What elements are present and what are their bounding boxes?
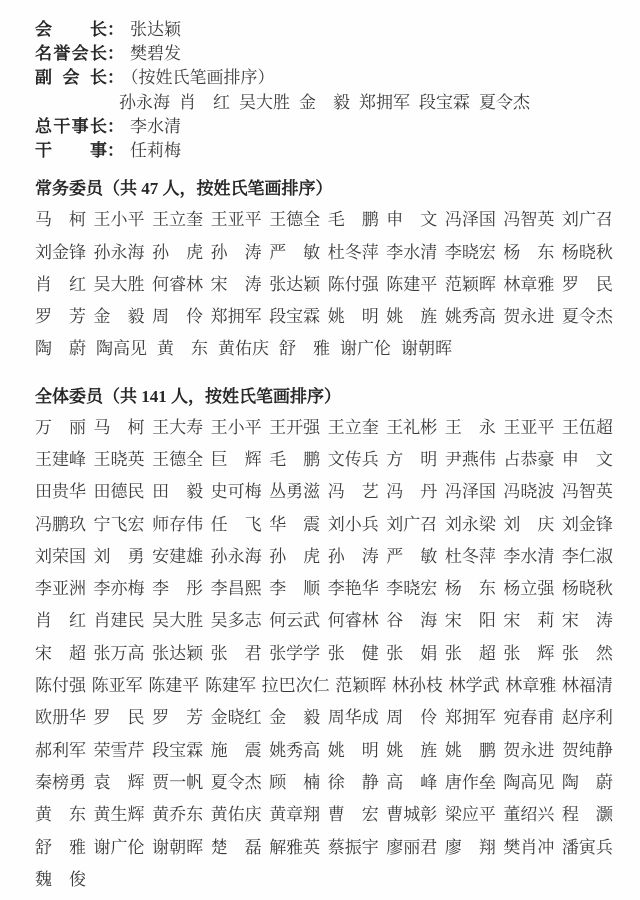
role-label: 名誉会长 bbox=[35, 44, 107, 64]
member-name: 董绍兴 bbox=[503, 805, 555, 825]
member-name: 李水清 bbox=[386, 242, 438, 262]
member-name: 冯智英 bbox=[503, 210, 555, 230]
member-name: 张达颖 bbox=[152, 643, 204, 663]
member-name: 李亦梅 bbox=[93, 579, 145, 599]
member-name: 周 伶 bbox=[152, 307, 204, 327]
member-name: 刘广召 bbox=[386, 514, 438, 534]
member-row bbox=[35, 702, 613, 734]
member-name: 吴大胜 bbox=[239, 92, 290, 112]
role-label: 总干事长 bbox=[35, 116, 107, 136]
member-name: 何睿林 bbox=[152, 274, 204, 294]
member-name: 贺纯静 bbox=[561, 740, 613, 760]
role-line-secretary bbox=[35, 139, 613, 163]
member-name: 陈付强 bbox=[327, 274, 379, 294]
member-name: 王大寿 bbox=[152, 417, 204, 437]
member-name: 文传兵 bbox=[327, 450, 379, 469]
member-name: 金 毅 bbox=[269, 708, 321, 728]
member-name: 孙 虎 bbox=[269, 546, 321, 566]
member-name: 冯 艺 bbox=[327, 482, 379, 502]
member-name: 姚 明 bbox=[327, 740, 379, 760]
member-name: 金 毅 bbox=[93, 307, 145, 327]
member-name: 程 灏 bbox=[561, 805, 613, 825]
member-name: 申 文 bbox=[386, 210, 438, 230]
member-name: 何云武 bbox=[269, 611, 321, 631]
role-colon: ： bbox=[107, 116, 124, 136]
member-name: 陶 蔚 bbox=[35, 339, 86, 359]
member-name: 施 震 bbox=[210, 740, 262, 760]
member-name: 刘广召 bbox=[561, 210, 613, 230]
member-name: 赵序利 bbox=[561, 708, 613, 728]
member-name: 姚秀高 bbox=[444, 307, 496, 327]
member-name: 丛勇滋 bbox=[269, 482, 321, 502]
member-name: 李亚洲 bbox=[35, 579, 86, 599]
member-name: 张 然 bbox=[561, 643, 613, 663]
member-name: 周 伶 bbox=[386, 708, 438, 728]
member-row bbox=[35, 670, 613, 702]
member-row bbox=[35, 444, 613, 476]
member-name: 夏令杰 bbox=[561, 307, 613, 327]
member-name: 宋 超 bbox=[35, 643, 86, 663]
member-name: 金晓红 bbox=[210, 708, 262, 728]
member-name: 李水清 bbox=[503, 546, 555, 566]
member-name: 毛 鹏 bbox=[327, 210, 379, 230]
member-name: 黄 东 bbox=[157, 339, 208, 359]
member-name: 李 顺 bbox=[269, 579, 321, 599]
member-name: 唐作垒 bbox=[444, 772, 496, 792]
member-name: 夏令杰 bbox=[479, 92, 530, 112]
member-name: 魏 俊 bbox=[35, 869, 86, 889]
member-name: 谷 海 bbox=[386, 611, 438, 631]
member-row bbox=[35, 333, 613, 365]
member-name: 刘金锋 bbox=[35, 242, 86, 262]
member-name: 占恭豪 bbox=[503, 450, 555, 469]
member-name: 罗 民 bbox=[561, 274, 613, 294]
member-name: 冯泽国 bbox=[444, 482, 496, 502]
member-name: 方 明 bbox=[386, 450, 438, 469]
member-name: 张 健 bbox=[327, 643, 379, 663]
role-colon: ： bbox=[107, 20, 124, 39]
member-name: 谢广伦 bbox=[340, 339, 391, 359]
member-name: 樊肖冲 bbox=[503, 837, 555, 857]
member-name: 孙 虎 bbox=[152, 242, 204, 262]
member-name: 张 超 bbox=[444, 643, 496, 663]
role-line-honorary-president bbox=[35, 42, 613, 66]
member-name: 毛 鹏 bbox=[269, 450, 321, 469]
member-name: 梁应平 bbox=[444, 805, 496, 825]
member-row bbox=[35, 864, 613, 896]
member-name: 王德全 bbox=[152, 450, 204, 469]
member-name: 马 柯 bbox=[93, 417, 145, 437]
member-name: 高 峰 bbox=[386, 772, 438, 792]
member-name: 谢广伦 bbox=[93, 837, 145, 857]
member-name: 肖 红 bbox=[35, 611, 86, 631]
member-name: 张万高 bbox=[93, 643, 145, 663]
member-name: 秦榜勇 bbox=[35, 772, 86, 792]
member-name: 巨 辉 bbox=[210, 450, 262, 469]
member-name: 姚 鹏 bbox=[444, 740, 496, 760]
role-colon: ： bbox=[107, 44, 124, 64]
role-value: 李水清 bbox=[130, 116, 181, 136]
member-name: 姚 旌 bbox=[386, 740, 438, 760]
member-name: 严 敏 bbox=[269, 242, 321, 262]
member-name: 陈建军 bbox=[204, 676, 256, 696]
member-name: 田德民 bbox=[93, 482, 145, 502]
member-row bbox=[35, 767, 613, 799]
role-label: 干事 bbox=[35, 141, 107, 161]
member-name: 冯智英 bbox=[561, 482, 613, 502]
member-name: 宋 阳 bbox=[444, 611, 496, 631]
member-name: 荣雪芹 bbox=[93, 740, 145, 760]
member-name: 宛春甫 bbox=[503, 708, 555, 728]
member-name: 张学学 bbox=[269, 643, 321, 663]
member-name: 冯晓波 bbox=[503, 482, 555, 502]
member-name: 孙 涛 bbox=[327, 546, 379, 566]
member-name: 刘 庆 bbox=[503, 514, 555, 534]
member-name: 杨晓秋 bbox=[561, 579, 613, 599]
member-name: 陶高见 bbox=[503, 772, 555, 792]
member-name: 林福清 bbox=[561, 676, 613, 696]
member-name: 孙永海 bbox=[119, 92, 170, 112]
role-label: 会长 bbox=[35, 20, 107, 39]
member-name: 张 君 bbox=[210, 643, 262, 663]
member-name: 郑拥军 bbox=[359, 92, 410, 112]
member-name: 王 永 bbox=[444, 417, 496, 437]
member-row bbox=[35, 301, 613, 333]
full-committee-title: 全体委员（共 141 人，按姓氏笔画排序） bbox=[35, 386, 341, 406]
member-name: 黄佑庆 bbox=[210, 805, 262, 825]
member-name: 尹燕伟 bbox=[444, 450, 496, 469]
member-name: 李仁淑 bbox=[561, 546, 613, 566]
member-name: 郑拥军 bbox=[444, 708, 496, 728]
member-name: 王开强 bbox=[269, 417, 321, 437]
member-row bbox=[35, 832, 613, 864]
member-name: 张 娟 bbox=[386, 643, 438, 663]
member-name: 黄章翔 bbox=[269, 805, 321, 825]
member-name: 谢朝晖 bbox=[152, 837, 204, 857]
member-name: 姚 明 bbox=[327, 307, 379, 327]
member-name: 欧册华 bbox=[35, 708, 86, 728]
member-name: 吴大胜 bbox=[93, 274, 145, 294]
member-name: 李昌熙 bbox=[210, 579, 262, 599]
member-row bbox=[35, 605, 613, 637]
member-name: 陶 蔚 bbox=[561, 772, 613, 792]
member-name: 王晓英 bbox=[93, 450, 145, 469]
member-name: 王小平 bbox=[210, 417, 262, 437]
member-name: 李晓宏 bbox=[444, 242, 496, 262]
member-name: 贺永进 bbox=[503, 740, 555, 760]
member-name: 金 毅 bbox=[299, 92, 350, 112]
member-name: 史可梅 bbox=[210, 482, 262, 502]
member-name: 林章雅 bbox=[503, 274, 555, 294]
standing-committee-list bbox=[35, 204, 613, 365]
member-name: 吴多志 bbox=[210, 611, 262, 631]
member-name: 杜冬萍 bbox=[444, 546, 496, 566]
member-name: 曹 宏 bbox=[327, 805, 379, 825]
member-name: 罗 芳 bbox=[152, 708, 204, 728]
member-name: 刘小兵 bbox=[327, 514, 379, 534]
member-name: 曹城彰 bbox=[386, 805, 438, 825]
member-name: 陈亚军 bbox=[91, 676, 143, 696]
role-line-vice-president bbox=[35, 66, 613, 90]
member-name: 杨 东 bbox=[444, 579, 496, 599]
member-name: 解雅英 bbox=[269, 837, 321, 857]
vice-president-names bbox=[35, 91, 613, 115]
member-name: 黄乔东 bbox=[152, 805, 204, 825]
member-name: 王亚平 bbox=[503, 417, 555, 437]
role-value: 樊碧发 bbox=[130, 44, 181, 64]
member-name: 楚 磊 bbox=[210, 837, 262, 857]
member-name: 马 柯 bbox=[35, 210, 86, 230]
member-name: 陶高见 bbox=[96, 339, 147, 359]
member-row bbox=[35, 735, 613, 767]
member-name: 黄佑庆 bbox=[218, 339, 269, 359]
member-name: 黄 东 bbox=[35, 805, 86, 825]
role-line-president bbox=[35, 18, 613, 42]
member-name: 周华成 bbox=[327, 708, 379, 728]
member-row bbox=[35, 541, 613, 573]
member-name: 徐 静 bbox=[327, 772, 379, 792]
member-name: 杜冬萍 bbox=[327, 242, 379, 262]
member-name: 师存伟 bbox=[152, 514, 204, 534]
member-name: 王建峰 bbox=[35, 450, 86, 469]
member-name: 申 文 bbox=[561, 450, 613, 469]
member-name: 段宝霖 bbox=[419, 92, 470, 112]
member-name: 舒 雅 bbox=[279, 339, 330, 359]
member-row bbox=[35, 269, 613, 301]
member-name: 冯泽国 bbox=[444, 210, 496, 230]
member-name: 冯鹏玖 bbox=[35, 514, 86, 534]
member-name: 段宝霖 bbox=[269, 307, 321, 327]
member-name: 宋 涛 bbox=[561, 611, 613, 631]
member-name: 姚秀高 bbox=[269, 740, 321, 760]
member-row bbox=[35, 237, 613, 269]
role-label: 副会长 bbox=[35, 68, 107, 88]
member-name: 严 敏 bbox=[386, 546, 438, 566]
member-name: 郝利军 bbox=[35, 740, 86, 760]
member-name: 袁 辉 bbox=[93, 772, 145, 792]
member-name: 王立奎 bbox=[327, 417, 379, 437]
member-row bbox=[35, 412, 613, 444]
member-name: 罗 芳 bbox=[35, 307, 86, 327]
member-name: 孙永海 bbox=[210, 546, 262, 566]
member-name: 顾 楠 bbox=[269, 772, 321, 792]
member-name: 刘荣国 bbox=[35, 546, 86, 566]
member-row bbox=[35, 638, 613, 670]
member-name: 田 毅 bbox=[152, 482, 204, 502]
member-name: 肖 红 bbox=[179, 92, 230, 112]
member-name: 谢朝晖 bbox=[401, 339, 452, 359]
member-name: 陈付强 bbox=[35, 676, 86, 696]
member-name: 王伍超 bbox=[561, 417, 613, 437]
member-name: 林章雅 bbox=[505, 676, 557, 696]
member-name: 杨晓秋 bbox=[561, 242, 613, 262]
member-name: 华 震 bbox=[269, 514, 321, 534]
leadership-roster bbox=[35, 18, 613, 163]
member-name: 孙永海 bbox=[93, 242, 145, 262]
member-name: 田贵华 bbox=[35, 482, 86, 502]
member-name: 杨立强 bbox=[503, 579, 555, 599]
member-name: 杨 东 bbox=[503, 242, 555, 262]
member-name: 王礼彬 bbox=[386, 417, 438, 437]
role-colon: ： bbox=[107, 68, 124, 88]
member-name: 潘寅兵 bbox=[561, 837, 613, 857]
member-name: 宋 莉 bbox=[503, 611, 555, 631]
member-name: 孙 涛 bbox=[210, 242, 262, 262]
member-name: 宋 涛 bbox=[210, 274, 262, 294]
role-value: 任莉梅 bbox=[130, 141, 181, 161]
member-name: 王德全 bbox=[269, 210, 321, 230]
member-name: 宁飞宏 bbox=[93, 514, 145, 534]
member-name: 范颖晖 bbox=[335, 676, 387, 696]
member-name: 蔡振宇 bbox=[327, 837, 379, 857]
member-name: 罗 民 bbox=[93, 708, 145, 728]
member-name: 王立奎 bbox=[152, 210, 204, 230]
member-name: 刘 勇 bbox=[93, 546, 145, 566]
member-name: 任 飞 bbox=[210, 514, 262, 534]
role-colon: ： bbox=[107, 141, 124, 161]
member-name: 陈建平 bbox=[386, 274, 438, 294]
member-name: 舒 雅 bbox=[35, 837, 86, 857]
role-value: 张达颖 bbox=[130, 20, 181, 39]
member-name: 刘金锋 bbox=[561, 514, 613, 534]
member-row bbox=[35, 204, 613, 236]
member-name: 范颖晖 bbox=[444, 274, 496, 294]
member-name: 林孙枝 bbox=[391, 676, 443, 696]
member-name: 何睿林 bbox=[327, 611, 379, 631]
member-name: 陈建平 bbox=[148, 676, 200, 696]
member-name: 王亚平 bbox=[210, 210, 262, 230]
standing-committee-title: 常务委员（共 47 人，按姓氏笔画排序） bbox=[35, 179, 333, 199]
sort-note: （按姓氏笔画排序） bbox=[130, 68, 275, 88]
member-row bbox=[35, 476, 613, 508]
member-row bbox=[35, 799, 613, 831]
member-name: 李晓宏 bbox=[386, 579, 438, 599]
member-name: 段宝霖 bbox=[152, 740, 204, 760]
member-name: 张达颖 bbox=[269, 274, 321, 294]
member-name: 贺永进 bbox=[503, 307, 555, 327]
member-name: 夏令杰 bbox=[210, 772, 262, 792]
member-name: 肖 红 bbox=[35, 274, 86, 294]
member-name: 拉巴次仁 bbox=[261, 676, 330, 696]
member-name: 吴大胜 bbox=[152, 611, 204, 631]
member-name: 李艳华 bbox=[327, 579, 379, 599]
member-name: 安建雄 bbox=[152, 546, 204, 566]
member-name: 冯 丹 bbox=[386, 482, 438, 502]
member-name: 姚 旌 bbox=[386, 307, 438, 327]
member-name: 廖 翔 bbox=[444, 837, 496, 857]
member-name: 林学武 bbox=[448, 676, 500, 696]
member-name: 刘永梁 bbox=[444, 514, 496, 534]
member-name: 张 辉 bbox=[503, 643, 555, 663]
member-name: 王小平 bbox=[93, 210, 145, 230]
member-name: 肖建民 bbox=[93, 611, 145, 631]
member-name: 李 彤 bbox=[152, 579, 204, 599]
member-row bbox=[35, 509, 613, 541]
full-committee-list bbox=[35, 412, 613, 896]
role-line-secretary-general bbox=[35, 115, 613, 139]
member-name: 贾一帆 bbox=[152, 772, 204, 792]
member-row bbox=[35, 573, 613, 605]
member-name: 万 丽 bbox=[35, 417, 86, 437]
member-name: 郑拥军 bbox=[210, 307, 262, 327]
member-name: 黄生辉 bbox=[93, 805, 145, 825]
member-name: 廖丽君 bbox=[386, 837, 438, 857]
